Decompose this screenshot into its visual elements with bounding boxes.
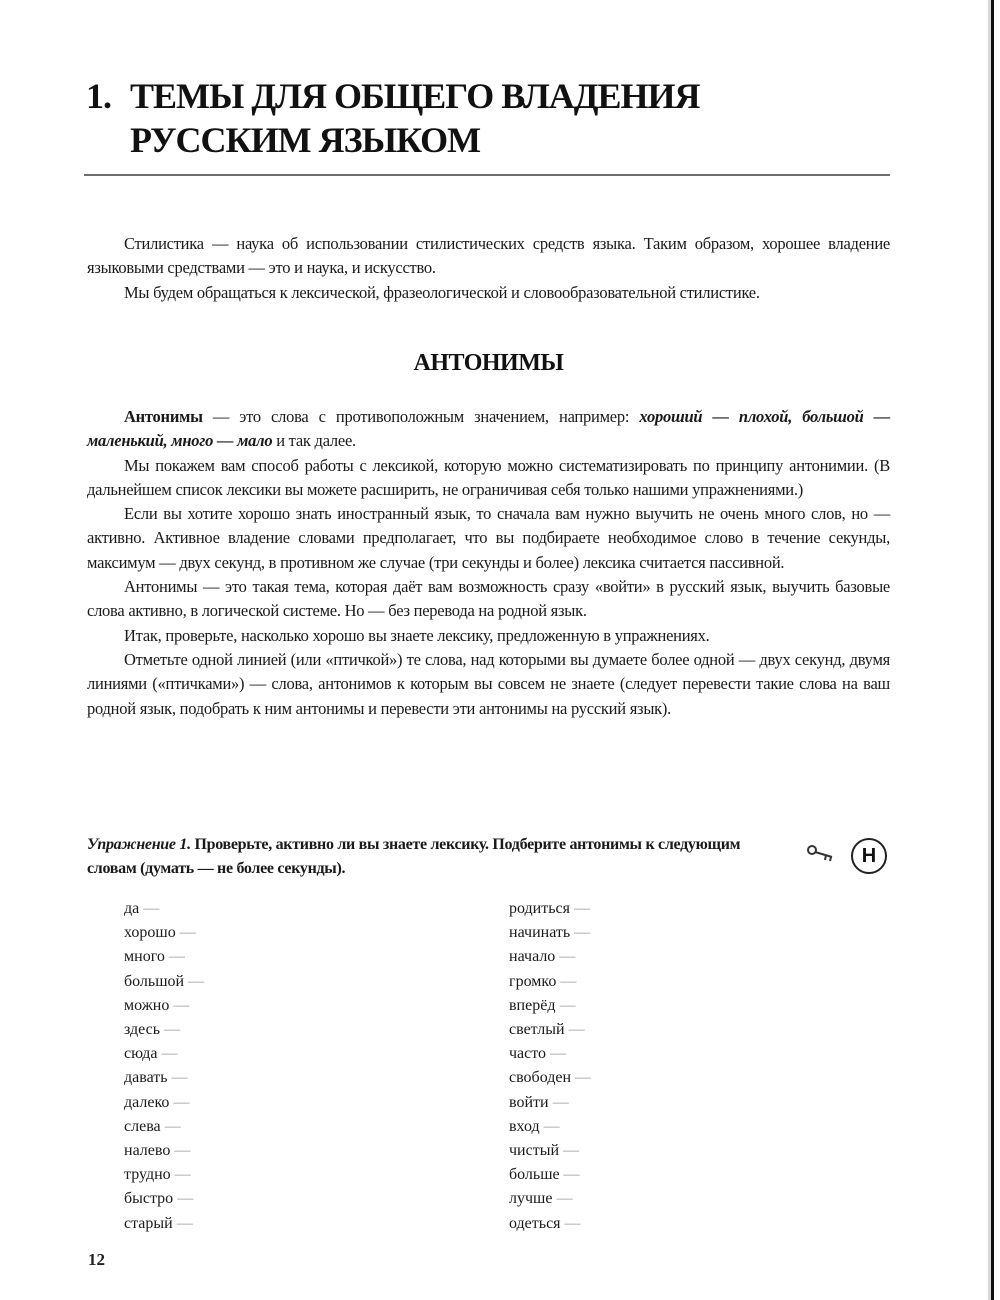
chapter-number: 1. bbox=[86, 76, 111, 116]
chapter-title bbox=[86, 74, 886, 162]
list-item: войти — bbox=[509, 1093, 569, 1111]
page-number: 12 bbox=[88, 1250, 105, 1269]
intro-section bbox=[87, 232, 890, 305]
key-icon bbox=[806, 844, 836, 862]
chapter-title-line2: РУССКИМ ЯЗЫКОМ bbox=[130, 120, 481, 160]
list-item: слева — bbox=[124, 1117, 181, 1135]
definition-text: — это слова с противоположным значением, например: bbox=[202, 407, 640, 426]
list-item: светлый — bbox=[509, 1021, 585, 1039]
level-badge: Н bbox=[851, 838, 887, 874]
list-item: начало — bbox=[509, 948, 576, 966]
list-item: лучше — bbox=[509, 1190, 573, 1208]
list-item: свободен — bbox=[509, 1069, 592, 1087]
section-body bbox=[87, 405, 890, 721]
list-item: сюда — bbox=[124, 1045, 178, 1063]
list-item: быстро — bbox=[124, 1190, 194, 1208]
definition-tail: и так далее. bbox=[272, 431, 356, 451]
list-item: начинать — bbox=[509, 924, 591, 942]
body-paragraph: Итак, проверьте, насколько хорошо вы знаете лексику, предложенную в упражнениях. bbox=[124, 625, 710, 645]
title-divider bbox=[84, 174, 890, 176]
intro-paragraph: Мы будем обращаться к лексической, фразеологической и словообразовательной стилистике. bbox=[124, 282, 760, 302]
body-paragraph: Мы покажем вам способ работы с лексикой, которую можно систематизировать по принципу антонимии. (В дальнейшем список лексики вы можете расширить, не ограничивая себя только нашими упражнениями.) bbox=[87, 455, 890, 499]
list-item: можно — bbox=[124, 996, 190, 1014]
list-item: больше — bbox=[509, 1166, 580, 1184]
intro-paragraph: Стилистика — наука об использовании стилистических средств языка. Таким образом, хорошее владение языковыми средствами — это и наука, и искусство. bbox=[87, 234, 890, 278]
word-list-right bbox=[509, 897, 591, 1236]
exercise-text: Проверьте, активно ли вы знаете лексику. Подберите антонимы к следующим словам (думать — не более секунды). bbox=[87, 836, 741, 877]
body-paragraph: Антонимы — это такая тема, которая даёт вам возможность сразу «войти» в русский язык, выучить базовые слова активно, в логической системе. Но — без перевода на родной язык. bbox=[87, 577, 890, 621]
list-item: давать — bbox=[124, 1069, 188, 1087]
list-item: далеко — bbox=[124, 1093, 190, 1111]
list-item: вход — bbox=[509, 1117, 560, 1135]
definition-paragraph bbox=[87, 405, 890, 454]
list-item: да — bbox=[124, 900, 160, 917]
list-item: старый — bbox=[124, 1214, 193, 1232]
list-item: чистый — bbox=[509, 1142, 580, 1160]
list-item: много — bbox=[124, 948, 185, 966]
list-item: одеться — bbox=[509, 1214, 581, 1232]
list-item: большой — bbox=[124, 972, 205, 990]
section-heading: АНТОНИМЫ bbox=[413, 350, 564, 376]
definition-examples: хороший — плохой, большой — маленький, много — мало bbox=[87, 407, 890, 451]
body-paragraph: Если вы хотите хорошо знать иностранный язык, то сначала вам нужно выучить не очень много слов, но — активно. Активное владение словами предполагает, что вы подбираете необходимое слово в течение секунды, максимум — двух секунд, в противном же случае (три секунды и более) лексика считается пассивной. bbox=[87, 504, 890, 572]
definition-term: Антонимы bbox=[124, 407, 203, 426]
list-item: часто — bbox=[509, 1045, 567, 1063]
list-item: здесь — bbox=[124, 1021, 181, 1039]
exercise-instruction bbox=[87, 833, 747, 880]
word-list-left bbox=[124, 897, 204, 1236]
list-item: родиться — bbox=[509, 900, 590, 917]
page-edge-border bbox=[991, 0, 994, 1300]
list-item: вперёд — bbox=[509, 996, 576, 1014]
body-paragraph: Отметьте одной линией (или «птичкой») те слова, над которыми вы думаете более одной — двух секунд, двумя линиями («птичками») — слова, антонимов к которым вы совсем не знаете (следует перевести такие слова на ваш родной язык, подобрать к ним антонимы и перевести эти антонимы на русский язык). bbox=[87, 649, 890, 718]
list-item: хорошо — bbox=[124, 924, 196, 942]
list-item: громко — bbox=[509, 972, 577, 990]
chapter-title-line1: ТЕМЫ ДЛЯ ОБЩЕГО ВЛАДЕНИЯ bbox=[130, 76, 700, 116]
exercise-label: Упражнение 1. bbox=[87, 836, 191, 853]
list-item: трудно — bbox=[124, 1166, 191, 1184]
list-item: налево — bbox=[124, 1142, 191, 1160]
